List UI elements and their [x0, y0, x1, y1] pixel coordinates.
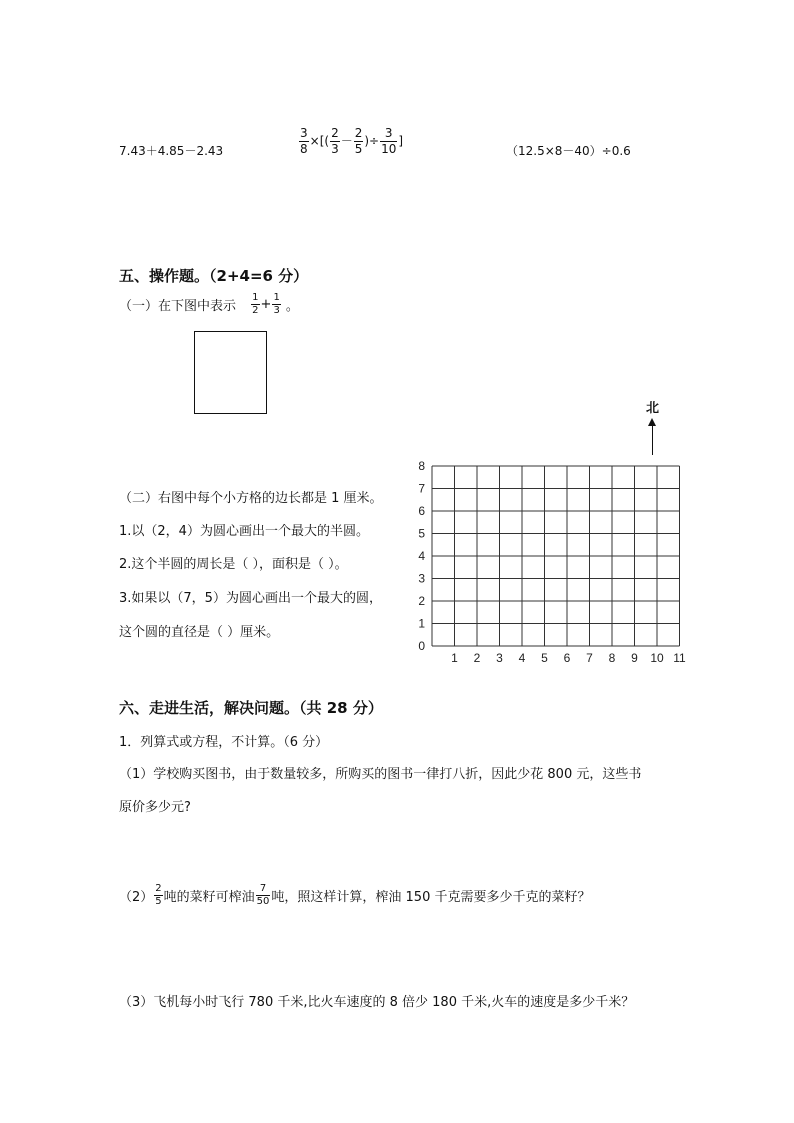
part-2-intro: （二）右图中每个小方格的边长都是 1 厘米。: [119, 491, 383, 506]
x-tick-label: 3: [496, 651, 503, 665]
problem-3: （3）飞机每小时飞行 780 千米,比火车速度的 8 倍少 180 千米,火车的速度是多少千米？: [119, 995, 635, 1010]
y-tick-label: 4: [418, 549, 425, 563]
y-tick-label: 5: [418, 526, 425, 541]
expression-3: （12.5×8－40）÷0.6: [506, 144, 631, 158]
y-tick-label: 0: [418, 639, 425, 653]
x-tick-label: 4: [518, 651, 526, 665]
x-tick-label: 10: [650, 651, 664, 665]
question-3a: 3.如果以（7，5）为圆心画出一个最大的圆，: [119, 591, 382, 606]
question-3b: 这个圆的直径是（ ）厘米。: [119, 625, 280, 640]
question-1: 1.以（2，4）为圆心画出一个最大的半圆。: [119, 524, 369, 539]
fraction: $\frac{7}{50}$: [256, 883, 270, 907]
problem-1-line-1: （1）学校购买图书，由于数量较多，所购买的图书一律打八折，因此少花 800 元，这些书: [119, 767, 642, 782]
y-tick-label: 8: [418, 459, 425, 473]
y-tick-label: 1: [418, 616, 425, 631]
x-tick-label: 5: [541, 651, 548, 665]
y-tick-label: 6: [418, 504, 425, 518]
fraction: $\frac{1}{2}$: [252, 292, 259, 316]
fraction: $\frac{1}{3}$: [273, 292, 280, 316]
x-tick-label: 1: [451, 651, 458, 665]
x-tick-label: 11: [673, 651, 686, 665]
north-label: 北: [646, 401, 660, 416]
section-5-title: 五、操作题。（2+4=6 分）: [119, 267, 309, 285]
x-tick-label: 2: [473, 651, 481, 665]
x-tick-label: 7: [586, 651, 593, 665]
section-6-title: 六、走进生活，解决问题。（共 28 分）: [119, 699, 383, 717]
x-tick-label: 8: [608, 651, 616, 665]
fraction: $\frac{2}{3}$: [331, 126, 339, 156]
blank-square-figure: [194, 331, 267, 414]
y-tick-label: 3: [418, 571, 425, 586]
expression-1: 7.43＋4.85－2.43: [119, 144, 224, 158]
expression-2: $\frac{3}{8}$ ×[( $\frac{2}{3}$ － $\frac{2}{5}$ )÷ $\frac{3}{10}$ ]: [300, 126, 404, 156]
fraction: $\frac{3}{8}$: [300, 126, 308, 156]
subsection-1: 1．列算式或方程，不计算。（6 分）: [119, 735, 329, 750]
problem-2: （2） $\frac{2}{5}$ 吨的菜籽可榨油 $\frac{7}{50}$ 吨，照这样计算，榨油 150 千克需要多少千克的菜籽？: [119, 883, 591, 907]
y-tick-label: 7: [418, 481, 425, 496]
fraction: $\frac{2}{5}$: [155, 883, 162, 907]
coordinate-grid: [400, 438, 700, 670]
problem-1-line-2: 原价多少元?: [119, 800, 191, 815]
fraction: $\frac{2}{5}$: [354, 126, 363, 156]
question-2: 2.这个半圆的周长是（ ），面积是（ ）。: [119, 557, 348, 572]
part-1-prompt: （一）在下图中表示 $\frac{1}{2}$ + $\frac{1}{3}$ 。: [119, 292, 299, 316]
y-tick-label: 2: [418, 594, 425, 608]
fraction: $\frac{3}{10}$: [381, 126, 397, 156]
x-tick-label: 6: [563, 651, 571, 665]
x-tick-label: 9: [631, 651, 638, 665]
